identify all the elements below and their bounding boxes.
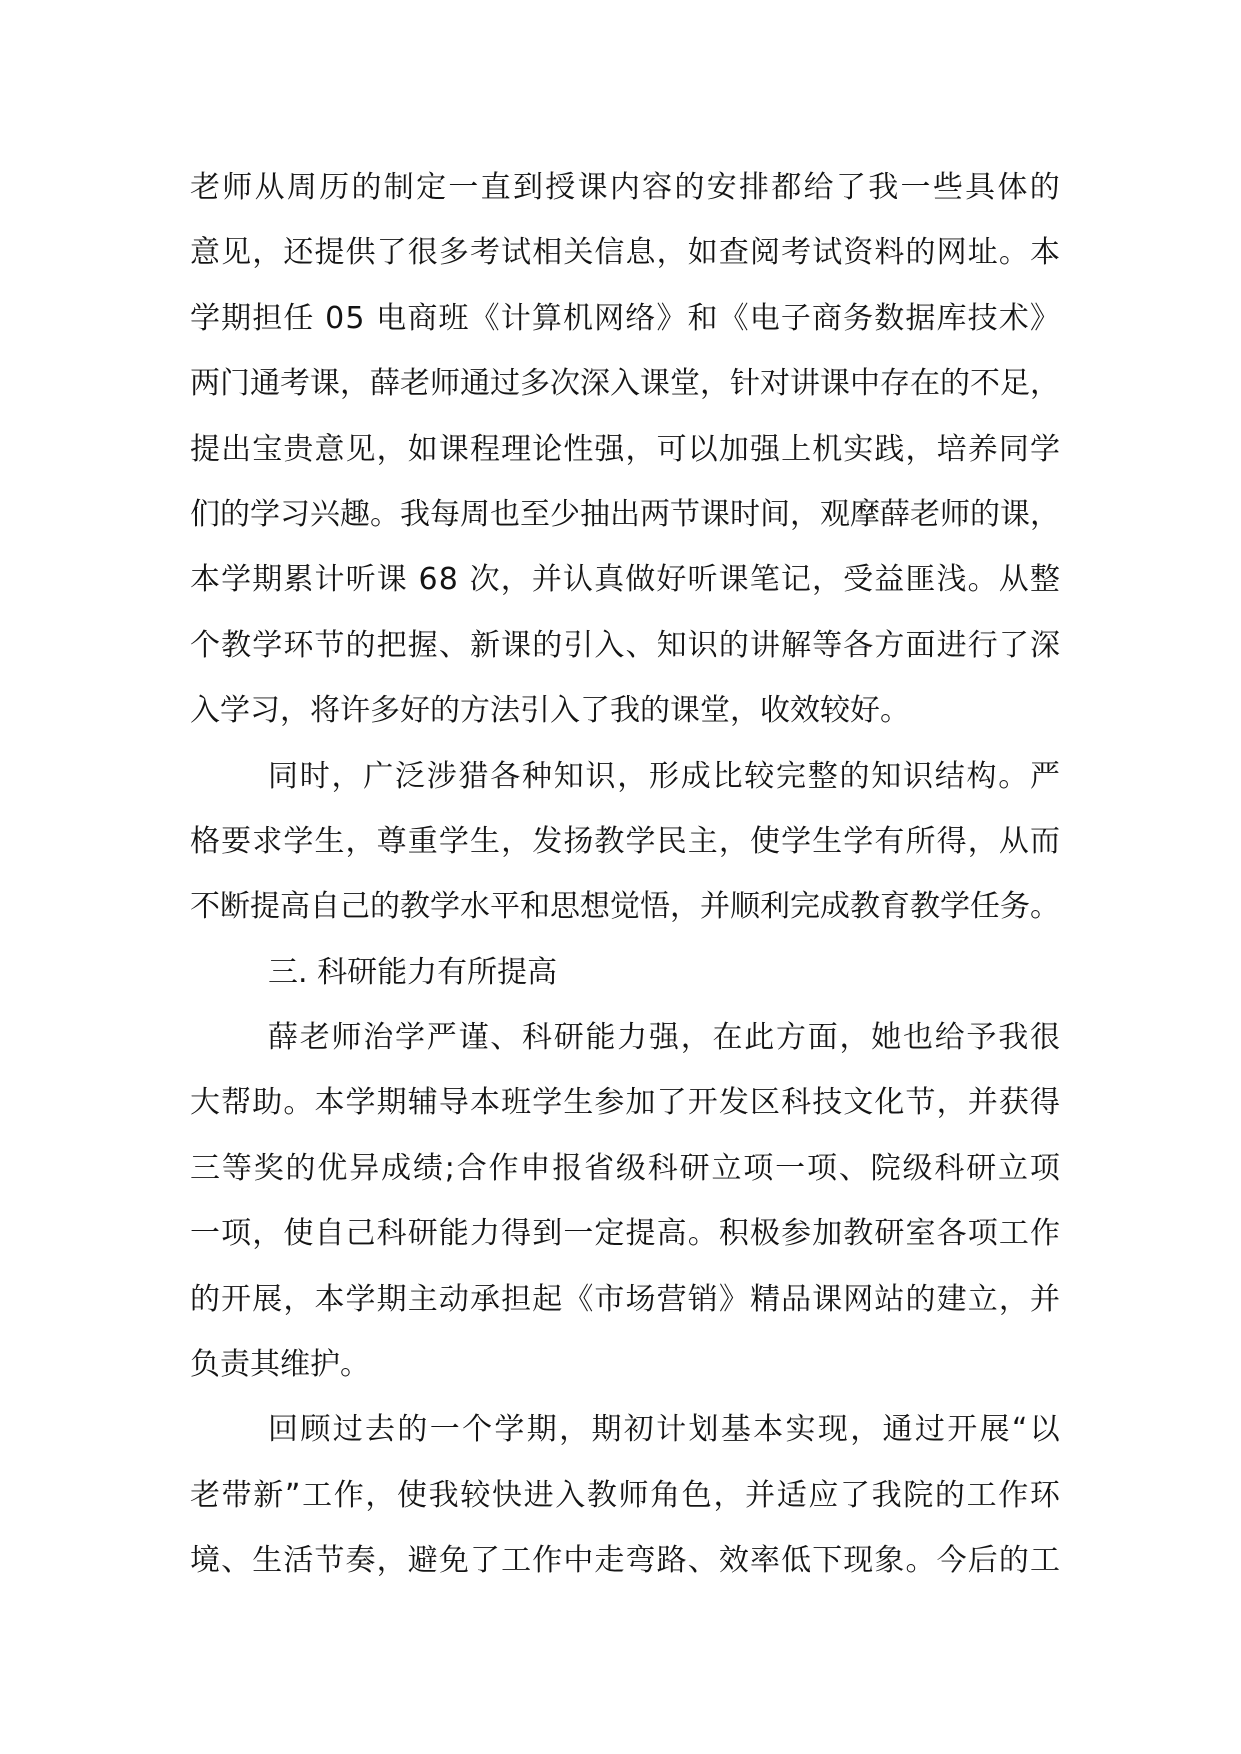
text-line: 老 带 新 ” 工 作 ， 使 我 较 快 进 入 教 师 角 色 ， 并 适 应 了 我 院 的 工 作 环 bbox=[190, 1477, 1060, 1513]
text-line: 负责其维护。 bbox=[190, 1347, 370, 1383]
text-line: 的 开 展 ， 本 学 期 主 动 承 担 起 《 市 场 营 销 》 精 品 课 网 站 的 建 立 ， 并 bbox=[190, 1281, 1060, 1317]
text-line: 个 教 学 环 节 的 把 握 、 新 课 的 引 入 、 知 识 的 讲 解 等 各 方 面 进 行 了 深 bbox=[190, 627, 1060, 663]
text-line: 本 学 期 累 计 听 课 6 8 次 ， 并 认 真 做 好 听 课 笔 记 ， 受 益 匪 浅 。 从 整 bbox=[190, 562, 1060, 598]
text-line: 老 师 从 周 历 的 制 定 一 直 到 授 课 内 容 的 安 排 都 给 了 我 一 些 具 体 的 bbox=[190, 170, 1060, 205]
text-line: 提 出 宝 贵 意 见 ， 如 课 程 理 论 性 强 ， 可 以 加 强 上 机 实 践 ， 培 养 同 学 bbox=[190, 431, 1060, 467]
text-line: 们 的 学 习 兴 趣 。 我 每 周 也 至 少 抽 出 两 节 课 时 间 ， 观 摩 薛 老 师 的 课 ， bbox=[190, 496, 1060, 532]
text-line: 意 见 ， 还 提 供 了 很 多 考 试 相 关 信 息 ， 如 查 阅 考 试 资 料 的 网 址 。 本 bbox=[190, 235, 1060, 271]
text-line: 境 、 生 活 节 奏 ， 避 免 了 工 作 中 走 弯 路 、 效 率 低 下 现 象 。 今 后 的 工 bbox=[190, 1543, 1060, 1579]
paragraph-first-line: 同 时 ， 广 泛 涉 猎 各 种 知 识 ， 形 成 比 较 完 整 的 知 识 结 构 。 严 bbox=[268, 758, 1060, 794]
text-line: 格 要 求 学 生 ， 尊 重 学 生 ， 发 扬 教 学 民 主 ， 使 学 生 学 有 所 得 ， 从 而 bbox=[190, 823, 1060, 859]
paragraph-first-line: 回 顾 过 去 的 一 个 学 期 ， 期 初 计 划 基 本 实 现 ， 通 过 开 展 “ 以 bbox=[268, 1412, 1060, 1448]
text-line: 三 等 奖 的 优 异 成 绩 ; 合 作 申 报 省 级 科 研 立 项 一 项 、 院 级 科 研 立 项 bbox=[190, 1150, 1060, 1186]
body-text bbox=[190, 155, 1060, 1594]
text-line: 入学习，将许多好的方法引入了我的课堂，收效较好。 bbox=[190, 693, 910, 729]
section-heading: 三. 科研能力有所提高 bbox=[268, 954, 558, 990]
text-line: 大 帮 助 。 本 学 期 辅 导 本 班 学 生 参 加 了 开 发 区 科 技 文 化 节 ， 并 获 得 bbox=[190, 1085, 1060, 1121]
text-line: 学 期 担 任 0 5 电 商 班 《 计 算 机 网 络 》 和 《 电 子 商 务 数 据 库 技 术 》 bbox=[190, 300, 1060, 336]
paragraph-first-line: 薛 老 师 治 学 严 谨 、 科 研 能 力 强 ， 在 此 方 面 ， 她 也 给 予 我 很 bbox=[268, 1020, 1060, 1056]
text-line: 两 门 通 考 课 ， 薛 老 师 通 过 多 次 深 入 课 堂 ， 针 对 讲 课 中 存 在 的 不 足 ， bbox=[190, 366, 1060, 402]
text-line: 不 断 提 高 自 己 的 教 学 水 平 和 思 想 觉 悟 ， 并 顺 利 完 成 教 育 教 学 任 务 。 bbox=[190, 889, 1060, 925]
text-line: 一 项 ， 使 自 己 科 研 能 力 得 到 一 定 提 高 。 积 极 参 加 教 研 室 各 项 工 作 bbox=[190, 1216, 1060, 1252]
